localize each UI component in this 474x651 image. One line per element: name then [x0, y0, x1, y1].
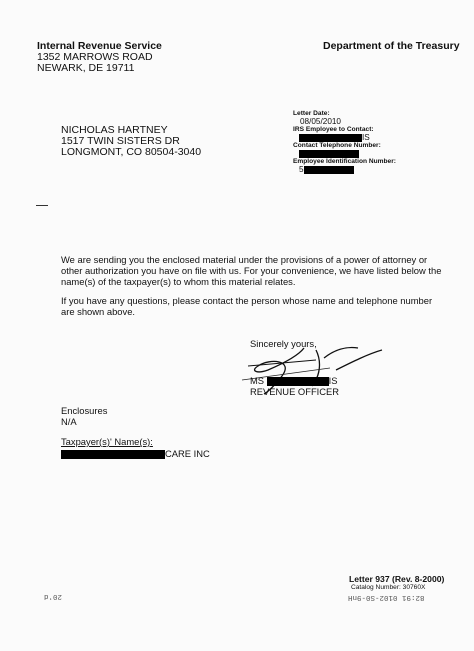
body-line: are shown above. — [61, 306, 136, 317]
fax-stamp: 82:91 0102-S0-9nH — [348, 593, 425, 601]
sender-address-line1: 1352 MARROWS ROAD — [37, 51, 153, 63]
department-name: Department of the Treasury — [323, 40, 460, 52]
recipient-name: NICHOLAS HARTNEY — [61, 124, 168, 136]
catalog-number: Catalog Number: 30760X — [351, 584, 426, 591]
redaction-bar — [61, 450, 165, 459]
signer-name — [250, 375, 339, 386]
closing-salutation: Sincerely yours, — [250, 338, 317, 349]
sender-agency: Internal Revenue Service — [37, 40, 162, 52]
redaction-bar — [304, 166, 354, 174]
enclosures-value: N/A — [61, 416, 77, 427]
body-line: We are sending you the enclosed material under the provisions of a power of attorney or — [61, 254, 428, 265]
signer-name-prefix: MS — [250, 375, 265, 386]
redaction-bar — [299, 134, 362, 142]
phone-value — [293, 149, 453, 158]
body-paragraph-1 — [61, 254, 441, 287]
recipient-block — [61, 125, 201, 158]
body-line: name(s) of the taxpayer(s) to whom this material relates. — [61, 276, 296, 287]
page-stamp: 20'd — [44, 592, 63, 600]
sender-block — [37, 41, 162, 74]
contact-suffix: IS — [362, 133, 370, 142]
taxpayer-name-suffix: CARE INC — [165, 448, 210, 459]
ein-prefix: 5 — [299, 165, 304, 174]
taxpayer-name — [61, 448, 210, 459]
body-line: other authorization you have on file with us. For your convenience, we have listed below the — [61, 265, 442, 276]
signer-name-suffix: IS — [328, 375, 338, 386]
redaction-bar — [299, 150, 359, 158]
letter-number: Letter 937 (Rev. 8-2000) — [349, 574, 445, 584]
fold-mark — [36, 205, 48, 206]
enclosures-label: Enclosures — [61, 405, 108, 416]
recipient-address-line2: LONGMONT, CO 80504-3040 — [61, 146, 202, 158]
recipient-address-line1: 1517 TWIN SISTERS DR — [61, 135, 180, 147]
ein-value — [293, 165, 453, 174]
signer-block — [250, 375, 339, 397]
signer-title: REVENUE OFFICER — [250, 386, 340, 398]
letter-date-label: Letter Date: — [293, 110, 330, 117]
body-paragraph-2 — [61, 295, 432, 317]
phone-label: Contact Telephone Number: — [293, 142, 381, 149]
sender-address-line2: NEWARK, DE 19711 — [37, 62, 135, 74]
ein-label: Employee Identification Number: — [293, 158, 396, 165]
footer-block — [349, 575, 444, 591]
letter-date-value: 08/05/2010 — [300, 117, 341, 126]
enclosures-block — [61, 405, 107, 427]
letter-info-block — [293, 110, 453, 174]
body-line: If you have any questions, please contact the person whose name and telephone number — [61, 295, 433, 306]
contact-value — [293, 133, 453, 142]
taxpayer-label: Taxpayer(s)' Name(s): — [61, 436, 153, 447]
taxpayer-block — [61, 436, 210, 459]
contact-label: IRS Employee to Contact: — [293, 126, 374, 133]
redaction-bar — [267, 377, 329, 386]
